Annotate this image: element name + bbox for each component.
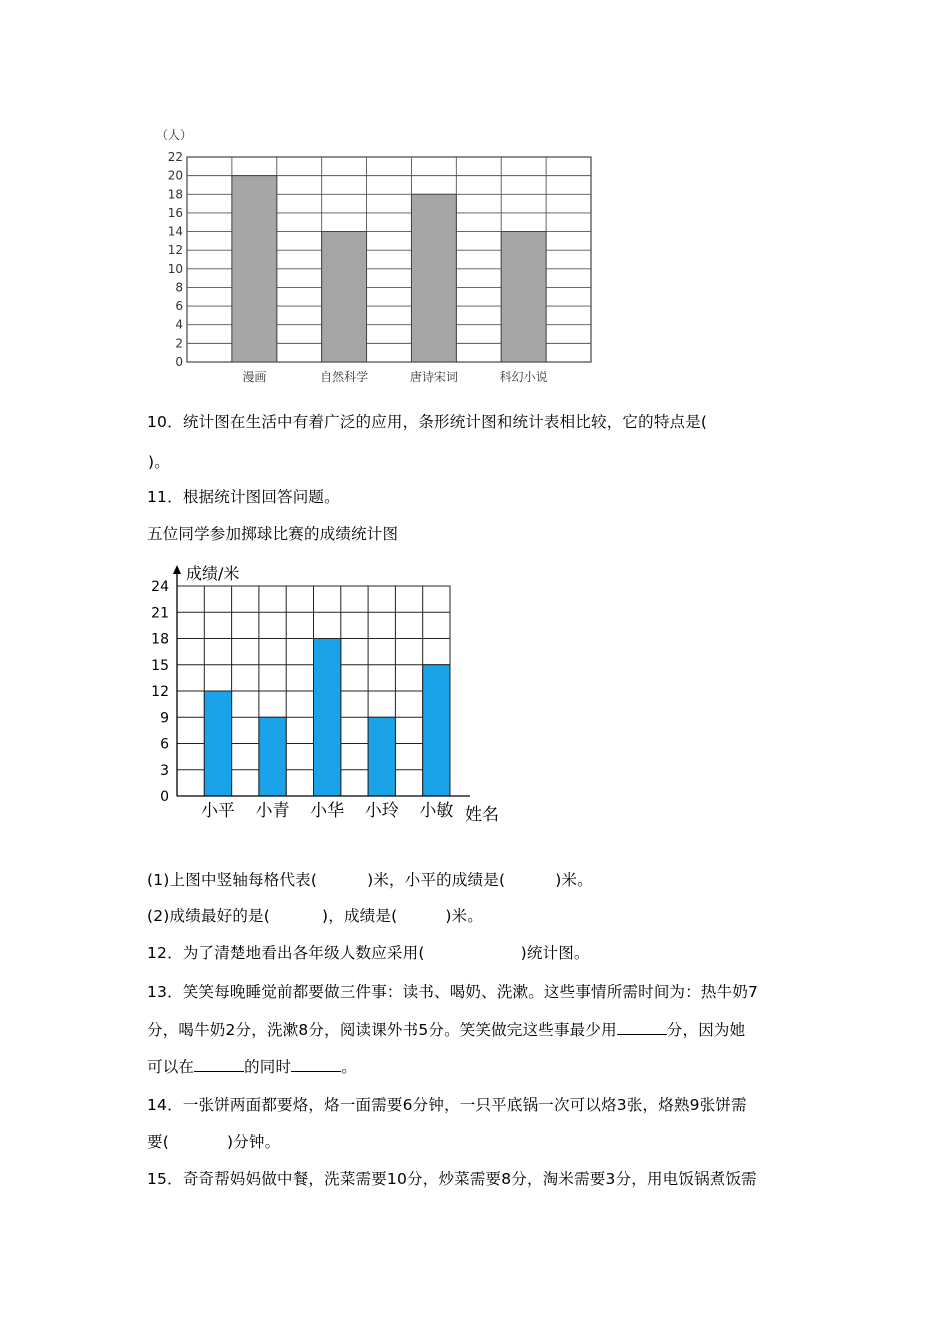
chart1-y-tick: 14 — [167, 224, 183, 239]
chart1-bar — [232, 176, 277, 362]
chart1-y-tick: 22 — [167, 150, 183, 164]
throwing-bar-chart — [140, 558, 520, 833]
chart2-y-tick: 9 — [160, 710, 169, 727]
question-13-line3: 可以在 的同时 。 — [147, 1058, 357, 1076]
chart1-x-ticks — [242, 369, 547, 384]
chart2-y-tick: 18 — [151, 631, 169, 648]
question-13-line1: 13．笑笑每晚睡觉前都要做三件事：读书、喝奶、洗漱。这些事情所需时间为：热牛奶7 — [147, 983, 759, 1001]
chart2-x-tick: 小敏 — [419, 801, 454, 821]
chart1-x-tick: 漫画 — [242, 370, 267, 384]
chart1-y-tick: 4 — [175, 317, 183, 332]
chart1-y-tick: 16 — [167, 205, 183, 220]
chart2-bar — [368, 717, 395, 796]
chart1-y-tick: 12 — [167, 243, 183, 258]
chart1-y-tick: 8 — [175, 280, 183, 295]
question-13-line2: 分，喝牛奶2分，洗漱8分，阅读课外书5分。笑笑做完这些事最少用 分，因为她 — [147, 1021, 746, 1039]
question-11-1: (1)上图中竖轴每格代表( )米，小平的成绩是( )米。 — [147, 871, 593, 889]
chart2-y-tick: 6 — [160, 736, 169, 753]
question-11-2: (2)成绩最好的是( )，成绩是( )米。 — [147, 907, 483, 925]
y-axis-arrow-icon — [173, 565, 181, 574]
question-11: 11．根据统计图回答问题。 — [147, 488, 340, 506]
question-14-line1: 14．一张饼两面都要烙，烙一面需要6分钟，一只平底锅一次可以烙3张，烙熟9张饼需 — [147, 1096, 747, 1114]
chart2-bar — [423, 665, 450, 796]
chart1-y-tick: 10 — [167, 261, 183, 276]
question-15-line1: 15．奇奇帮妈妈做中餐，洗菜需要10分，炒菜需要8分，淘米需要3分，用电饭锅煮饭需 — [147, 1170, 757, 1188]
chart1-y-ticks — [168, 150, 183, 369]
chart2-bar — [204, 691, 231, 796]
chart2-y-tick: 21 — [151, 605, 169, 622]
chart2-x-tick: 小青 — [255, 801, 290, 821]
chart1-y-tick: 0 — [175, 355, 183, 369]
chart2-x-tick: 小华 — [310, 801, 345, 821]
chart2-y-tick: 15 — [151, 657, 169, 674]
chart1-x-tick: 科幻小说 — [499, 370, 548, 384]
chart2-y-tick: 3 — [160, 762, 169, 779]
chart1-bar — [411, 194, 456, 362]
chart2-x-tick: 小平 — [200, 801, 235, 821]
chart2-bar — [259, 717, 286, 796]
chart2-y-tick: 0 — [160, 789, 169, 805]
chart1-y-tick: 18 — [167, 187, 183, 202]
question-10-line1: 10．统计图在生活中有着广泛的应用，条形统计图和统计表相比较，它的特点是( — [147, 413, 708, 431]
chart2-ylabel: 成绩/米 — [186, 564, 240, 583]
chart1-ylabel: （人） — [156, 128, 193, 142]
chart2-x-ticks — [201, 801, 453, 821]
chart2-bar — [314, 639, 341, 797]
question-14-line2: 要( )分钟。 — [147, 1133, 281, 1151]
chart2-y-ticks — [151, 579, 169, 805]
chart2-xlabel: 姓名 — [465, 805, 499, 825]
reading-bar-chart — [140, 120, 610, 395]
chart1-bar — [322, 232, 367, 362]
chart1-y-tick: 2 — [175, 336, 183, 351]
question-10-line2: )。 — [148, 453, 170, 471]
chart1-y-tick: 20 — [167, 168, 183, 183]
chart2-y-tick: 24 — [151, 579, 169, 595]
chart2-x-tick: 小玲 — [364, 801, 399, 821]
chart2-title: 五位同学参加掷球比赛的成绩统计图 — [147, 525, 399, 543]
question-12: 12．为了清楚地看出各年级人数应采用( )统计图。 — [147, 944, 590, 962]
chart1-y-tick: 6 — [175, 299, 183, 314]
chart1-x-tick: 自然科学 — [320, 370, 369, 384]
chart2-y-tick: 12 — [151, 684, 169, 700]
chart1-bar — [501, 232, 546, 362]
chart1-x-tick: 唐诗宋词 — [409, 370, 458, 384]
